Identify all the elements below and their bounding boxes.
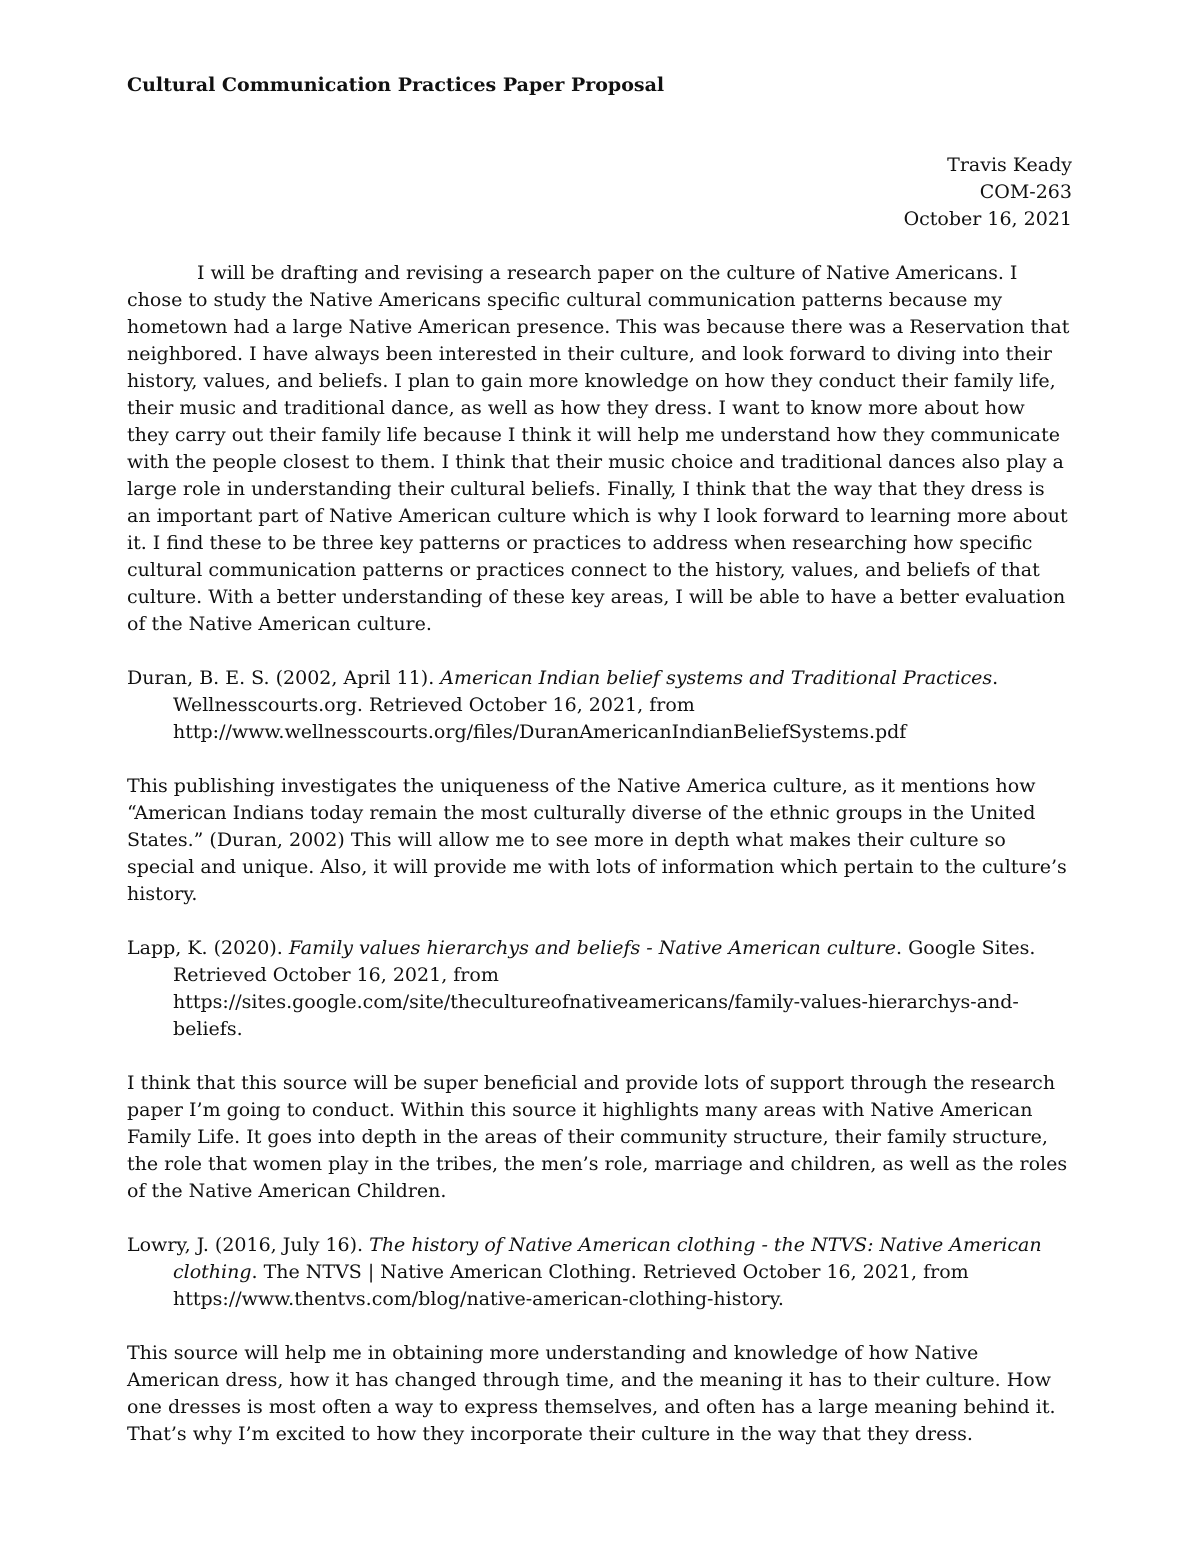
- intro-paragraph: I will be drafting and revising a research paper on the culture of Native Americans. I chose to study the Native Americans specific cultural communication patterns because my hometown had a large Native American presence. This was because there was a Reservation that neighbored. I have always been interested in their culture, and look forward to diving into their history, values, and beliefs. I plan to gain more knowledge on how they conduct their family life, their music and traditional dance, as well as how they dress. I want to know more about how they carry out their family life because I think it will help me understand how they communicate with the people closest to them. I think that their music choice and traditional dances also play a large role in understanding their cultural beliefs. Finally, I think that the way that they dress is an important part of Native American culture which is why I look forward to learning more about it. I find these to be three key patterns or practices to address when researching how specific cultural communication patterns or practices connect to the history, values, and beliefs of that culture. With a better understanding of these key areas, I will be able to have a better evaluation of the Native American culture.: [127, 262, 1070, 635]
- citation-title: Family values hierarchys and beliefs - Native American culture: [288, 937, 896, 959]
- document-date: October 16, 2021: [903, 208, 1072, 230]
- course-code: COM-263: [979, 181, 1072, 203]
- citation-prefix: Lowry, J. (2016, July 16).: [127, 1234, 370, 1256]
- annotation-lapp: I think that this source will be super beneficial and provide lots of support through the research paper I’m going to conduct. Within this source it highlights many areas with Native American Family Life. It goes into depth in the areas of their community structure, their family structure, the role that women play in the tribes, the men’s role, marriage and children, as well as the roles of the Native American Children.: [127, 1072, 1068, 1202]
- citation-duran: [127, 665, 1072, 746]
- author-header: [904, 152, 1072, 233]
- author-name: Travis Keady: [947, 154, 1072, 176]
- citation-suffix: . Google Sites. Retrieved October 16, 2021, from https://sites.google.com/site/thecultureofnativeamericans/family-values-hierarchys-and-beliefs.: [173, 937, 1036, 1040]
- citation-lapp: [127, 935, 1072, 1043]
- citation-lowry: [127, 1232, 1072, 1313]
- citation-title: The history of Native American clothing - the NTVS: Native American clothing: [173, 1234, 1042, 1283]
- citation-prefix: Lapp, K. (2020).: [127, 937, 289, 959]
- citation-prefix: Duran, B. E. S. (2002, April 11).: [127, 667, 441, 689]
- annotation-duran: This publishing investigates the uniqueness of the Native America culture, as it mentions how “American Indians today remain the most culturally diverse of the ethnic groups in the United States.” (Duran, 2002) This will allow me to see more in depth what makes their culture so special and unique. Also, it will provide me with lots of information which pertain to the culture’s history.: [127, 775, 1067, 905]
- document-body: [127, 260, 1072, 1448]
- document-title: Cultural Communication Practices Paper Proposal: [127, 74, 665, 96]
- citation-suffix: . The NTVS | Native American Clothing. Retrieved October 16, 2021, from https://www.thentvs.com/blog/native-american-clothing-history.: [173, 1261, 969, 1310]
- citation-title: American Indian belief systems and Traditional Practices: [440, 667, 993, 689]
- annotation-lowry: This source will help me in obtaining more understanding and knowledge of how Native American dress, how it has changed through time, and the meaning it has to their culture. How one dresses is most often a way to express themselves, and often has a large meaning behind it. That’s why I’m excited to how they incorporate their culture in the way that they dress.: [127, 1342, 1056, 1445]
- citation-suffix: . Wellnesscourts.org. Retrieved October 16, 2021, from http://www.wellnesscourts.org/files/DuranAmericanIndianBeliefSystems.pdf: [173, 667, 999, 743]
